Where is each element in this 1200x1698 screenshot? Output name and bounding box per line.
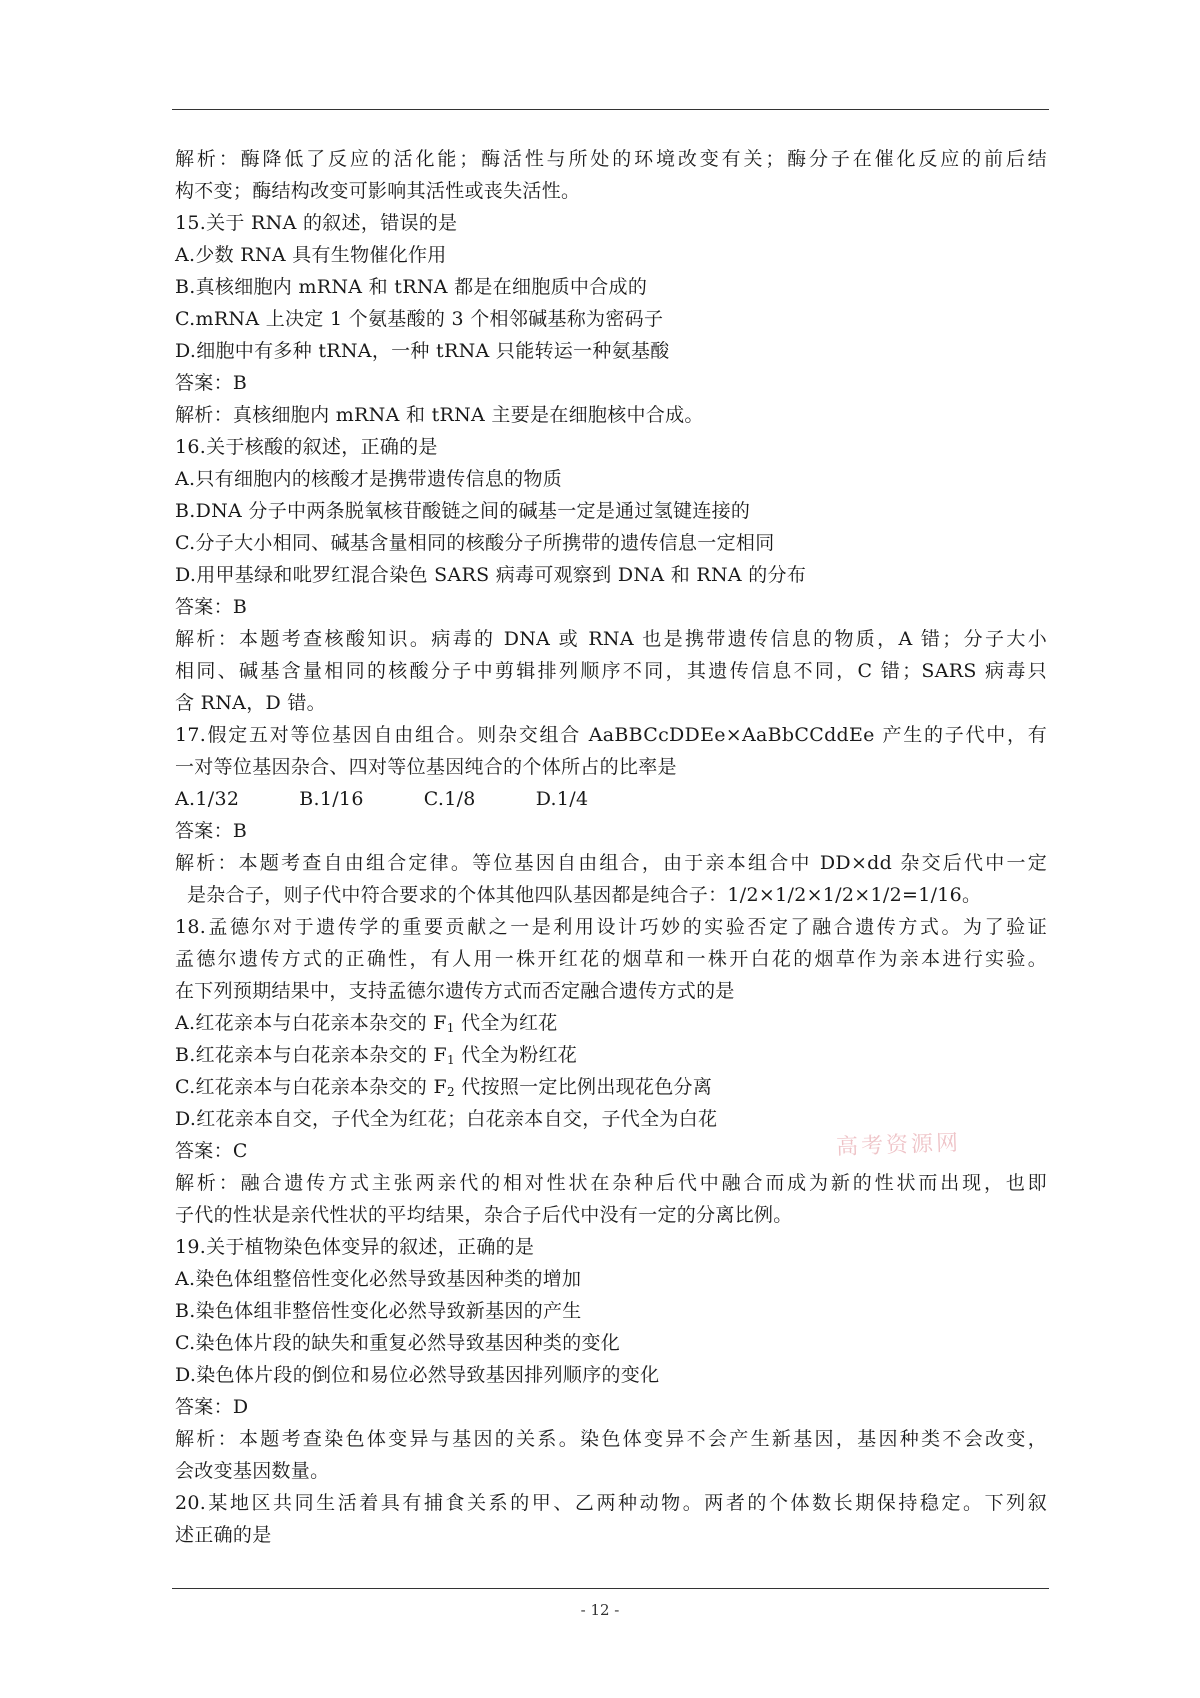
option-a: A.染色体组整倍性变化必然导致基因种类的增加 xyxy=(175,1268,582,1290)
option-d: D.红花亲本自交，子代全为红花；白花亲本自交，子代全为白花 xyxy=(175,1108,718,1130)
explanation: 解析：融合遗传方式主张两亲代的相对性状在杂种后代中融合而成为新的性状而出现，也即 xyxy=(175,1172,1047,1194)
option-c: C.1/8 xyxy=(423,788,476,810)
explanation: 会改变基因数量。 xyxy=(175,1460,330,1482)
explanation: 相同、碱基含量相同的核酸分子中剪辑排列顺序不同，其遗传信息不同，C 错；SARS 病毒只 xyxy=(175,660,1047,682)
question-stem: 一对等位基因杂合、四对等位基因纯合的个体所占的比率是 xyxy=(175,756,677,778)
option-d: D.染色体片段的倒位和易位必然导致基因排列顺序的变化 xyxy=(175,1364,660,1386)
question-stem: 18.孟德尔对于遗传学的重要贡献之一是利用设计巧妙的实验否定了融合遗传方式。为了验证 xyxy=(175,916,1047,938)
options-row xyxy=(175,783,1047,815)
option-a: A.红花亲本与白花亲本杂交的 $F_1$ 代全为红花 xyxy=(175,1012,558,1035)
option-d: D.细胞中有多种 tRNA，一种 tRNA 只能转运一种氨基酸 xyxy=(175,340,670,362)
option-b: B.染色体组非整倍性变化必然导致新基因的产生 xyxy=(175,1300,582,1322)
question-stem: 20.某地区共同生活着具有捕食关系的甲、乙两种动物。两者的个体数长期保持稳定。下列叙 xyxy=(175,1492,1047,1514)
option-c: C.mRNA 上决定 1 个氨基酸的 3 个相邻碱基称为密码子 xyxy=(175,308,664,330)
option-b: B.1/16 xyxy=(299,788,364,810)
question-stem: 17.假定五对等位基因自由组合。则杂交组合 AaBBCcDDEe×AaBbCCddEe 产生的子代中，有 xyxy=(175,724,1047,746)
option-c: C.染色体片段的缺失和重复必然导致基因种类的变化 xyxy=(175,1332,621,1354)
question-stem: 在下列预期结果中，支持孟德尔遗传方式而否定融合遗传方式的是 xyxy=(175,980,735,1002)
option-b: B.红花亲本与白花亲本杂交的 $F_1$ 代全为粉红花 xyxy=(175,1044,578,1067)
question-stem: 孟德尔遗传方式的正确性，有人用一株开红花的烟草和一株开白花的烟草作为亲本进行实验。 xyxy=(175,948,1047,970)
option-b: B.DNA 分子中两条脱氧核苷酸链之间的碱基一定是通过氢键连接的 xyxy=(175,500,751,522)
option-a: A.1/32 xyxy=(175,788,240,810)
explanation: 解析：本题考查核酸知识。病毒的 DNA 或 RNA 也是携带遗传信息的物质，A 错；分子大小 xyxy=(175,628,1047,650)
text-line: 解析：酶降低了反应的活化能；酶活性与所处的环境改变有关；酶分子在催化反应的前后结 xyxy=(175,148,1047,170)
explanation: 解析：真核细胞内 mRNA 和 tRNA 主要是在细胞核中合成。 xyxy=(175,404,704,426)
answer: 答案：C xyxy=(175,1140,248,1162)
question-stem: 述正确的是 xyxy=(175,1524,272,1546)
answer: 答案：B xyxy=(175,372,248,394)
text-line: 构不变；酶结构改变可影响其活性或丧失活性。 xyxy=(175,180,581,202)
option-a: A.少数 RNA 具有生物催化作用 xyxy=(175,244,447,266)
footer-rule xyxy=(172,1588,1049,1589)
header-rule xyxy=(172,109,1049,110)
explanation: 子代的性状是亲代性状的平均结果，杂合子后代中没有一定的分离比例。 xyxy=(175,1204,793,1226)
option-c: C.红花亲本与白花亲本杂交的 $F_2$ 代按照一定比例出现花色分离 xyxy=(175,1076,713,1099)
option-b: B.真核细胞内 mRNA 和 tRNA 都是在细胞质中合成的 xyxy=(175,276,648,298)
option-a: A.只有细胞内的核酸才是携带遗传信息的物质 xyxy=(175,468,563,490)
explanation: 解析：本题考查染色体变异与基因的关系。染色体变异不会产生新基因，基因种类不会改变， xyxy=(175,1428,1047,1450)
answer: 答案：B xyxy=(175,820,248,842)
answer: 答案：D xyxy=(175,1396,249,1418)
explanation: 解析：本题考查自由组合定律。等位基因自由组合，由于亲本组合中 DD×dd 杂交后代中一定 xyxy=(175,852,1047,874)
explanation: 含 RNA，D 错。 xyxy=(175,692,326,714)
explanation: 是杂合子，则子代中符合要求的个体其他四队基因都是纯合子：1/2×1/2×1/2×1/2=1/16。 xyxy=(187,884,982,906)
page-number: - 12 - xyxy=(580,1601,620,1619)
option-d: D.1/4 xyxy=(535,788,589,810)
question-stem: 16.关于核酸的叙述，正确的是 xyxy=(175,436,438,458)
option-c: C.分子大小相同、碱基含量相同的核酸分子所携带的遗传信息一定相同 xyxy=(175,532,775,554)
watermark: 高考资源网 xyxy=(835,1130,962,1161)
page-content xyxy=(175,143,1047,1551)
question-stem: 15.关于 RNA 的叙述，错误的是 xyxy=(175,212,458,234)
option-d: D.用甲基绿和吡罗红混合染色 SARS 病毒可观察到 DNA 和 RNA 的分布 xyxy=(175,564,807,586)
answer: 答案：B xyxy=(175,596,248,618)
question-stem: 19.关于植物染色体变异的叙述，正确的是 xyxy=(175,1236,535,1258)
